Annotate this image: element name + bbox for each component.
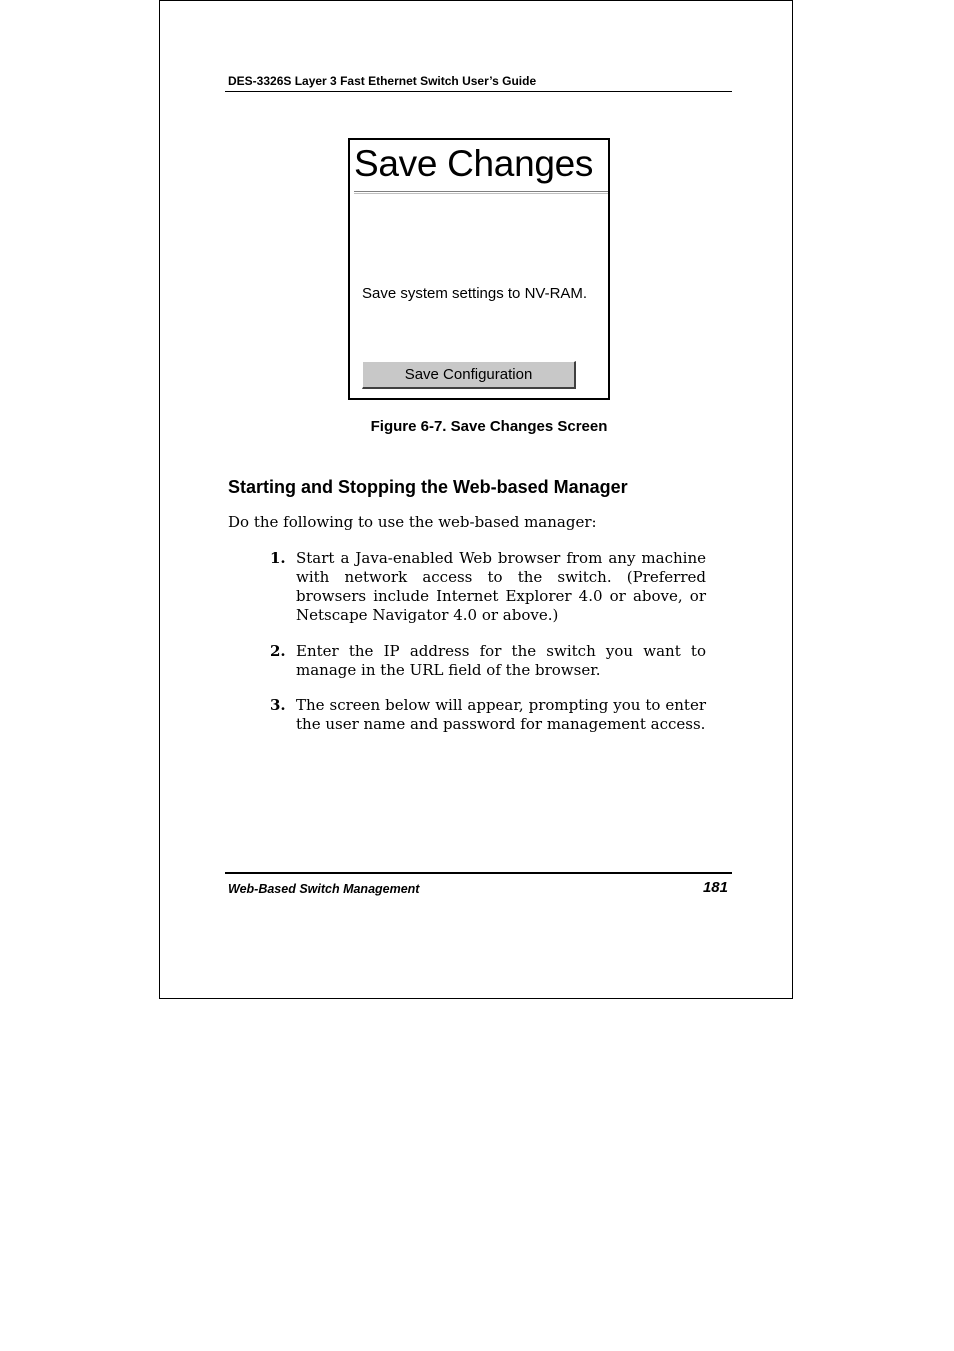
footer-rule	[225, 872, 732, 874]
running-header: DES-3326S Layer 3 Fast Ethernet Switch User’s Guide	[228, 74, 537, 88]
save-changes-screenshot	[348, 138, 610, 400]
footer-chapter-title: Web-Based Switch Management	[228, 882, 420, 896]
save-configuration-button[interactable]: Save Configuration	[362, 361, 576, 389]
step-text: Enter the IP address for the switch you want to manage in the URL field of the browser.	[296, 642, 706, 679]
save-message: Save system settings to NV-RAM.	[362, 285, 588, 302]
figure-caption: Figure 6-7. Save Changes Screen	[370, 418, 608, 435]
step-text: Start a Java-enabled Web browser from any machine with network access to the switch. (Preferred browsers include Internet Explorer 4.0 or above, or Netscape Navigator 4.0 or above.)	[296, 549, 706, 624]
page-number: 181	[702, 879, 728, 896]
screen-title: Save Changes	[354, 143, 594, 184]
intro-paragraph: Do the following to use the web-based manager:	[228, 513, 597, 531]
step-number: 3.	[270, 696, 286, 714]
header-rule	[225, 91, 732, 92]
step-number: 1.	[270, 549, 286, 567]
step-number: 2.	[270, 642, 286, 660]
step-text: The screen below will appear, prompting you to enter the user name and password for management access.	[296, 696, 706, 733]
title-divider	[354, 191, 608, 193]
section-heading: Starting and Stopping the Web-based Manager	[228, 477, 628, 497]
